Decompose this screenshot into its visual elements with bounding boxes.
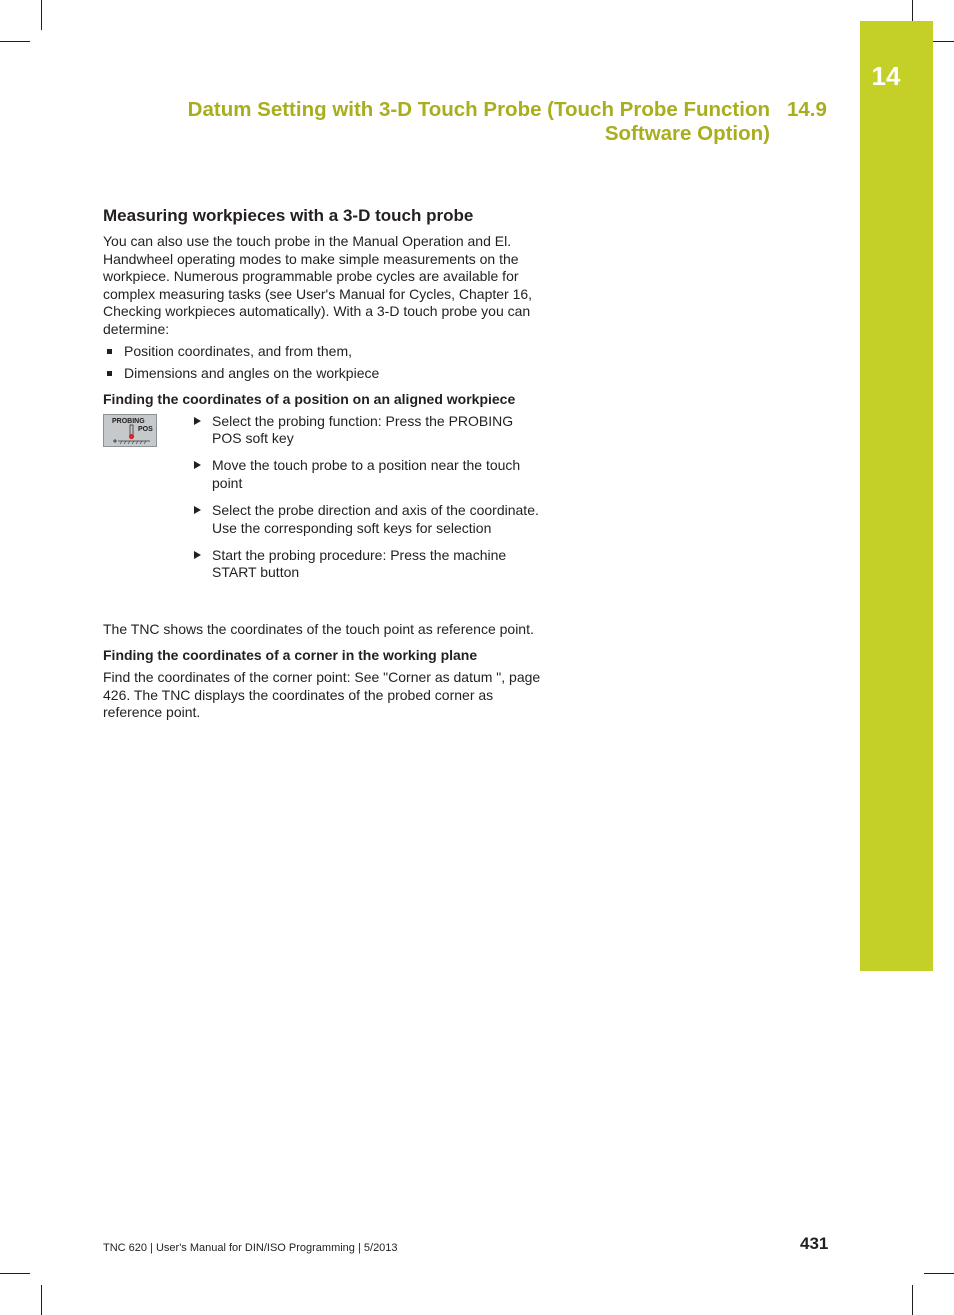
section-heading: Measuring workpieces with a 3-D touch probe <box>103 206 474 225</box>
page-number: 431 <box>800 1234 829 1253</box>
chapter-tab <box>860 21 933 971</box>
crop-mark <box>41 1285 42 1315</box>
running-header-title <box>150 98 770 146</box>
crop-mark <box>0 1273 30 1274</box>
arrow-right-icon <box>194 506 201 514</box>
main-content <box>103 205 548 722</box>
bullet-list <box>103 343 548 383</box>
crop-mark <box>924 1273 954 1274</box>
bullet-text: Dimensions and angles on the workpiece <box>124 364 380 381</box>
bullet-text: Position coordinates, and from them, <box>124 342 353 359</box>
result-paragraph: The TNC shows the coordinates of the touch point as reference point. <box>103 620 534 637</box>
arrow-right-icon <box>194 551 201 559</box>
crop-mark <box>912 1285 913 1315</box>
crop-mark <box>0 41 30 42</box>
softkey-label-line1: PROBING <box>112 417 145 425</box>
intro-paragraph: You can also use the touch probe in the Manual Operation and El. Handwheel operating modes to make simple measurements on the workpiece. Numerous programmable probe cycles are available for complex measuring tasks (see User's Manual for Cycles, Chapter 16, Checking workpieces automatically). With a 3-D touch probe you can determine: <box>103 233 533 337</box>
step-text: Start the probing procedure: Press the machine START button <box>212 546 507 581</box>
corner-paragraph: Find the coordinates of the corner point: See "Corner as datum ", page 426. The TNC displays the coordinates of the probed corner as reference point. <box>103 668 541 721</box>
crop-mark <box>41 0 42 30</box>
step-text: Move the touch probe to a position near the touch point <box>212 457 521 492</box>
arrow-right-icon <box>194 461 201 469</box>
step-list <box>192 413 542 592</box>
probe-glyph-icon <box>104 415 158 448</box>
arrow-right-icon <box>194 417 201 425</box>
step-text: Select the probing function: Press the PROBING POS soft key <box>212 412 514 447</box>
step-item <box>192 457 542 492</box>
square-bullet-icon <box>107 349 112 354</box>
bullet-item <box>103 343 548 361</box>
subheading-corner: Finding the coordinates of a corner in the working plane <box>103 647 478 664</box>
step-text: Select the probe direction and axis of the coordinate. Use the corresponding soft keys for selection <box>212 502 539 536</box>
bullet-item <box>103 365 548 383</box>
header-title-line1: Datum Setting with 3-D Touch Probe (Touch Probe Function <box>187 98 770 121</box>
procedure-block <box>103 413 548 621</box>
step-item <box>192 547 542 582</box>
step-item <box>192 502 542 537</box>
square-bullet-icon <box>107 371 112 376</box>
section-number: 14.9 <box>787 98 827 121</box>
footer-text: TNC 620 | User's Manual for DIN/ISO Programming | 5/2013 <box>103 1242 398 1254</box>
probing-pos-softkey-icon <box>103 414 157 447</box>
subheading-aligned-workpiece: Finding the coordinates of a position on an aligned workpiece <box>103 391 516 408</box>
header-title-line2: Software Option) <box>604 122 770 145</box>
softkey-label-line2: POS <box>138 425 153 433</box>
step-item <box>192 413 542 448</box>
chapter-number: 14 <box>871 61 901 91</box>
